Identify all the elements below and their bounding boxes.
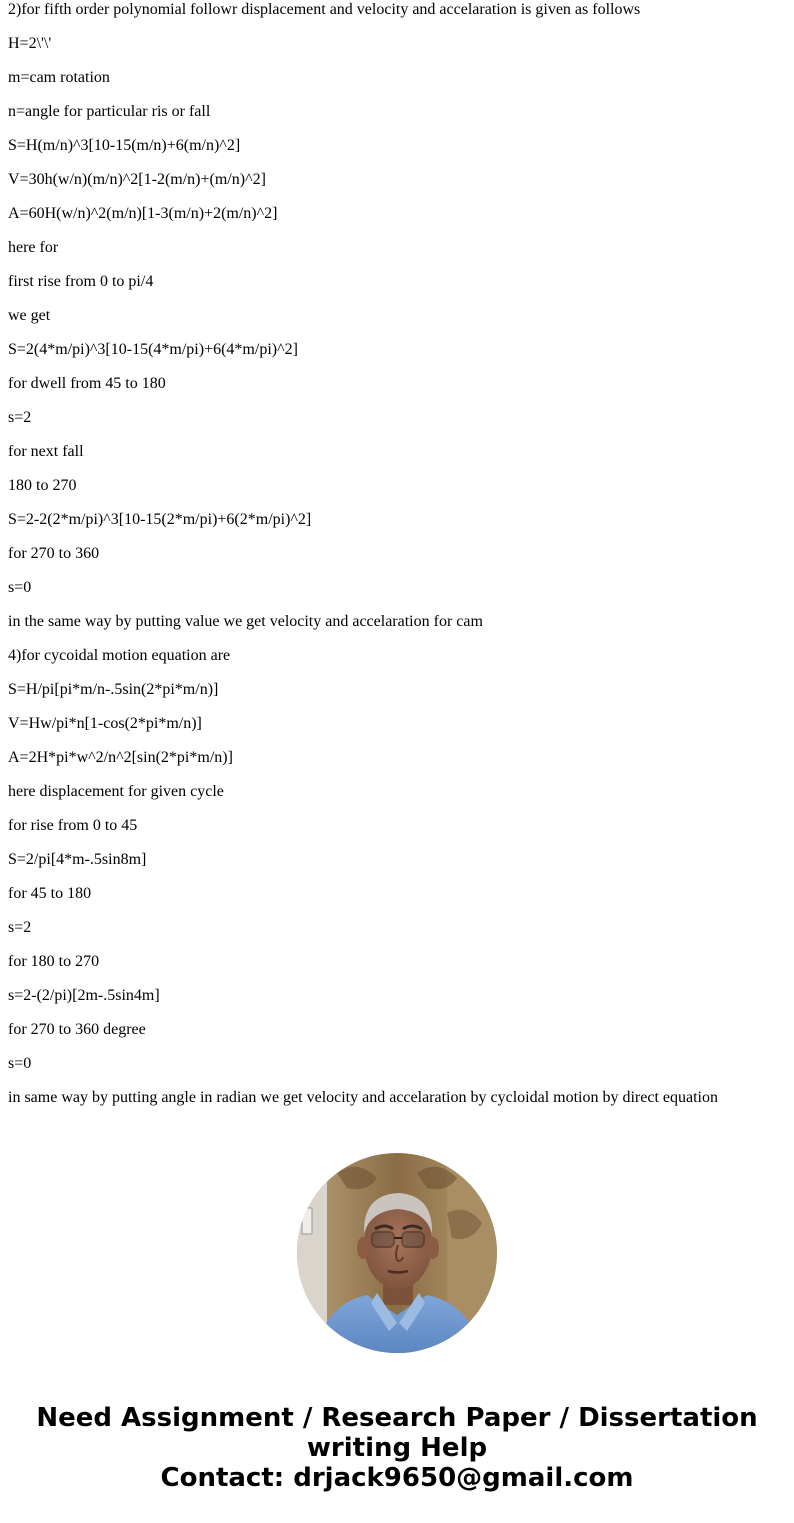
answer-line: A=2H*pi*w^2/n^2[sin(2*pi*m/n)]: [8, 749, 233, 766]
answer-line: for 45 to 180: [8, 885, 92, 902]
answer-line: for 270 to 360 degree: [8, 1021, 146, 1038]
answer-line: in the same way by putting value we get velocity and accelaration for cam: [8, 613, 483, 630]
answer-line: S=2/pi[4*m-.5sin8m]: [8, 851, 147, 868]
answer-line: for rise from 0 to 45: [8, 817, 138, 834]
answer-line: first rise from 0 to pi/4: [8, 273, 154, 290]
answer-line: H=2\'\': [8, 35, 52, 52]
promo-subheadline: writing Help: [306, 1433, 488, 1463]
promo-headline: Need Assignment / Research Paper / Dissertation: [36, 1403, 758, 1433]
answer-line: s=2-(2/pi)[2m-.5sin4m]: [8, 987, 160, 1004]
answer-line: for 270 to 360: [8, 545, 100, 562]
answer-line: S=H(m/n)^3[10-15(m/n)+6(m/n)^2]: [8, 137, 241, 154]
answer-line: A=60H(w/n)^2(m/n)[1-3(m/n)+2(m/n)^2]: [8, 205, 278, 222]
answer-line: for next fall: [8, 443, 84, 460]
promo-contact: Contact: drjack9650@gmail.com: [160, 1463, 634, 1493]
answer-line: S=H/pi[pi*m/n-.5sin(2*pi*m/n)]: [8, 681, 219, 698]
answer-line: s=0: [8, 579, 32, 596]
answer-line: V=30h(w/n)(m/n)^2[1-2(m/n)+(m/n)^2]: [8, 171, 266, 188]
answer-line: 4)for cycoidal motion equation are: [8, 647, 231, 664]
answer-line: s=0: [8, 1055, 32, 1072]
answer-line: m=cam rotation: [8, 69, 110, 86]
answer-line: here displacement for given cycle: [8, 783, 224, 800]
answer-line: 180 to 270: [8, 477, 77, 494]
answer-line: V=Hw/pi*n[1-cos(2*pi*m/n)]: [8, 715, 202, 732]
answer-line: s=2: [8, 409, 32, 426]
answer-line: S=2(4*m/pi)^3[10-15(4*m/pi)+6(4*m/pi)^2]: [8, 341, 298, 358]
promo-banner: [0, 1403, 794, 1493]
answer-line: in same way by putting angle in radian we get velocity and accelaration by cycloidal motion by direct equation: [8, 1089, 718, 1106]
answer-line: S=2-2(2*m/pi)^3[10-15(2*m/pi)+6(2*m/pi)^2]: [8, 511, 312, 528]
answer-line: we get: [8, 307, 51, 324]
person-portrait-icon: [297, 1153, 497, 1353]
answer-line: for 180 to 270: [8, 953, 100, 970]
answer-line: n=angle for particular ris or fall: [8, 103, 211, 120]
answer-line: for dwell from 45 to 180: [8, 375, 166, 392]
author-avatar: [297, 1153, 497, 1353]
answer-body: [8, 0, 786, 1123]
answer-line: s=2: [8, 919, 32, 936]
answer-line: 2)for fifth order polynomial followr displacement and velocity and accelaration is given as follows: [8, 1, 641, 18]
answer-line: here for: [8, 239, 59, 256]
